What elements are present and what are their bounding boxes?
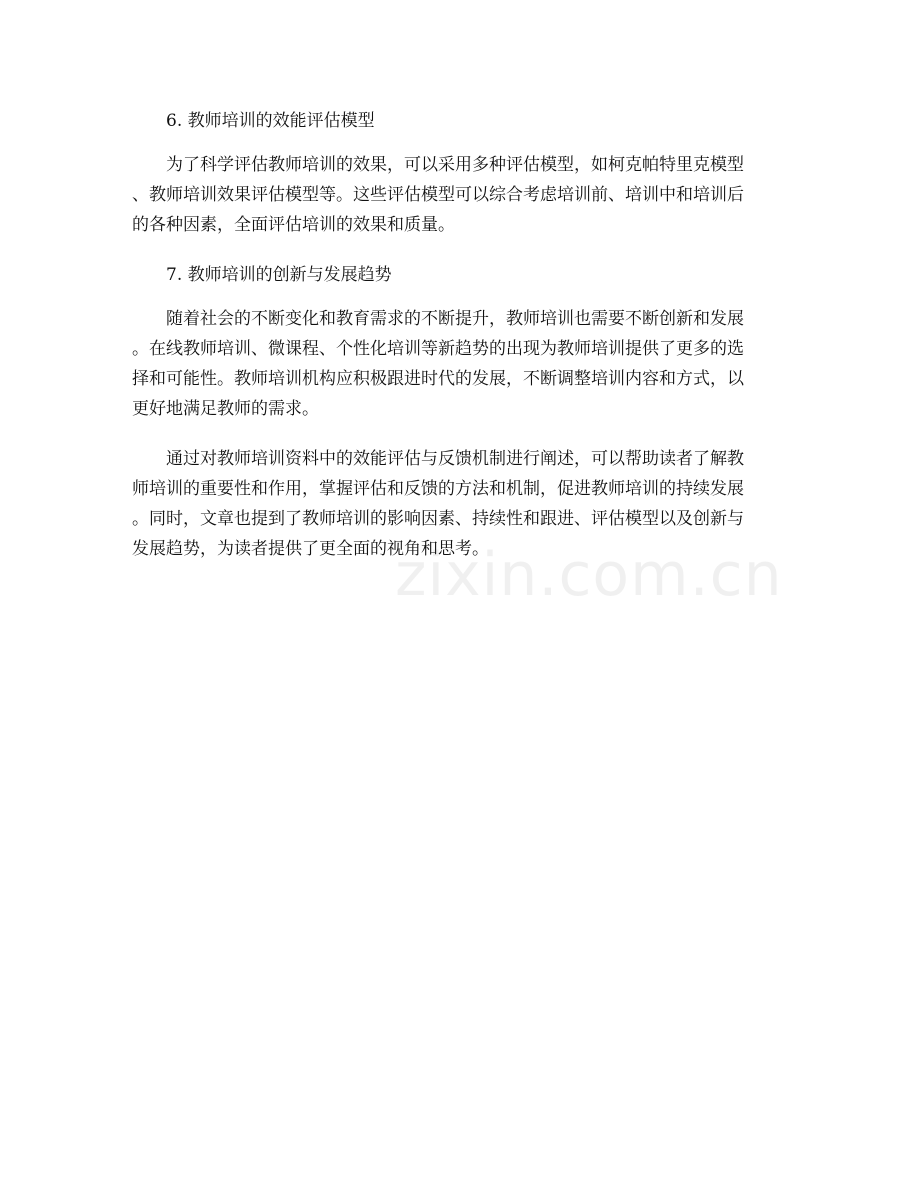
paragraph-line: 的各种因素，全面评估培训的效果和质量。 (132, 215, 455, 235)
section-6-heading: 6. 教师培训的效能评估模型 (166, 111, 375, 131)
paragraph-line: 。同时，文章也提到了教师培训的影响因素、持续性和跟进、评估模型以及创新与 (132, 509, 744, 529)
document-body (132, 106, 786, 584)
section-7-paragraph (132, 304, 786, 424)
paragraph-line: 师培训的重要性和作用，掌握评估和反馈的方法和机制，促进教师培训的持续发展 (132, 479, 744, 499)
paragraph-line: 随着社会的不断变化和教育需求的不断提升，教师培训也需要不断创新和发展 (166, 309, 744, 329)
paragraph-line: 择和可能性。教师培训机构应积极跟进时代的发展，不断调整培训内容和方式，以 (132, 369, 744, 389)
paragraph-line: 、教师培训效果评估模型等。这些评估模型可以综合考虑培训前、培训中和培训后 (132, 185, 744, 205)
paragraph-line: 发展趋势，为读者提供了更全面的视角和思考。 (132, 539, 489, 559)
paragraph-line: 通过对教师培训资料中的效能评估与反馈机制进行阐述，可以帮助读者了解教 (166, 449, 744, 469)
paragraph-line: 。在线教师培训、微课程、个性化培训等新趋势的出现为教师培训提供了更多的选 (132, 339, 744, 359)
section-6-paragraph (132, 150, 786, 240)
watermark: zixin.com.cn (395, 540, 783, 610)
section-7-heading: 7. 教师培训的创新与发展趋势 (166, 265, 392, 285)
paragraph-line: 为了科学评估教师培训的效果，可以采用多种评估模型，如柯克帕特里克模型 (166, 155, 744, 175)
conclusion-paragraph (132, 444, 786, 564)
paragraph-line: 更好地满足教师的需求。 (132, 399, 319, 419)
